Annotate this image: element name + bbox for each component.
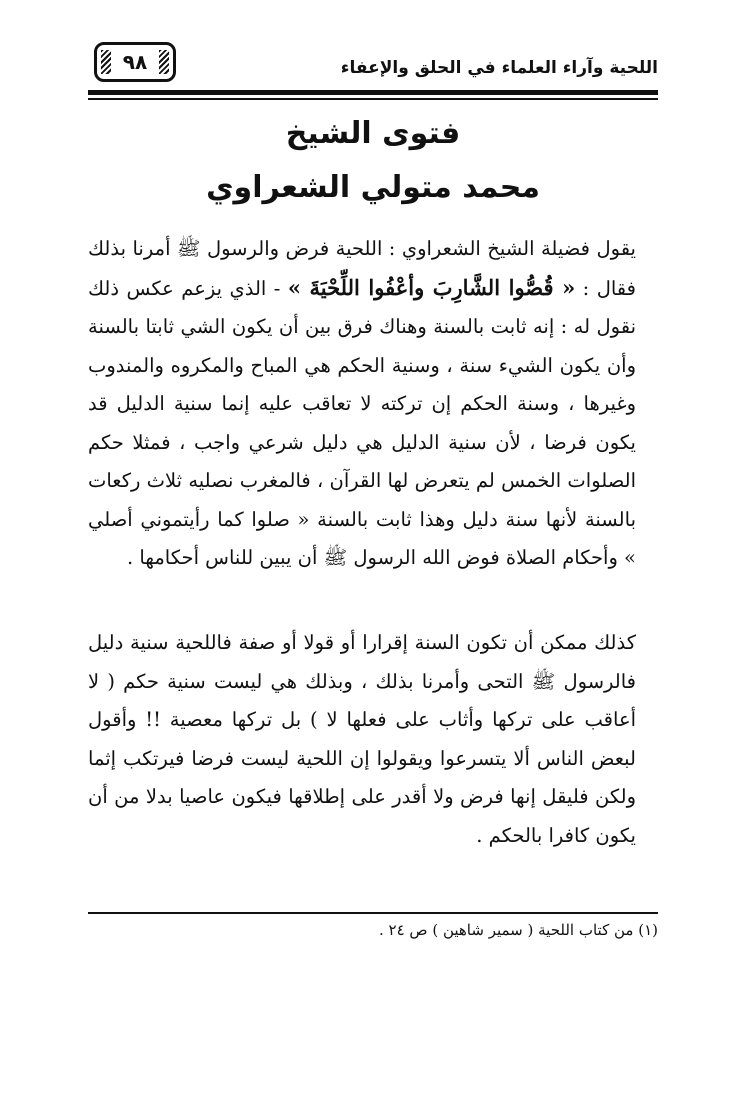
header-rule-thick — [88, 90, 658, 95]
paragraph-1 — [88, 230, 658, 578]
paragraph-1-intro: يقول فضيلة الشيخ الشعراوي : اللحية فرض والرسول ﷺ أمرنا بذلك فقال : — [88, 237, 636, 300]
page-number-badge — [94, 42, 176, 82]
paragraph-2-text: كذلك ممكن أن تكون السنة إقرارا أو قولا أو صفة فاللحية سنية دليل فالرسول ﷺ التحى وأمرنا بذلك ، وبذلك هي ليست سنية حكم ( لا أعاقب على تركها وأثاب على فعلها لا ) بل تركها معصية !! وأقول لبعض الناس ألا يتسرعوا ويقولوا إن اللحية ليست فرضا فيرتكب إثما ولكن فليقل إنها فرض ولا أقدر على إطلاقها فيكون عاصيا بدلا من أن يكون كافرا بالحكم . — [88, 631, 636, 847]
chapter-title: فتوى الشيخ — [285, 116, 461, 151]
paragraph-1-rest: - الذي يزعم عكس ذلك نقول له : إنه ثابت بالسنة وهناك فرق بين أن يكون الشي ثابتا بالسنة وأن يكون الشيء سنة ، وسنية الحكم هي المباح والمكروه والمندوب وغيرها ، وسنة الحكم إن تركته لا تعاقب عليه إنما سنية الدليل قد يكون فرضا ، لأن سنية الدليل هي دليل شرعي واجب ، فمثلا حكم الصلوات الخمس لم يتعرض لها القرآن ، فالمغرب نصليه ثلاث ركعات بالسنة لأنها سنة دليل وهذا ثابت بالسنة « صلوا كما رأيتموني أصلي » وأحكام الصلاة فوض الله الرسول ﷺ أن يبين للناس أحكامها . — [88, 276, 636, 569]
page-header — [88, 42, 658, 94]
footnote: (١) من كتاب اللحية ( سمير شاهين ) ص ٢٤ . — [378, 921, 658, 939]
header-rule-thin — [88, 98, 658, 100]
hadith-quote: « قُصُّوا الشَّارِبَ وأعْفُوا اللِّحْيَةَ » — [287, 274, 576, 300]
paragraph-2 — [88, 624, 658, 855]
page-number: ٩٨ — [122, 50, 148, 74]
chapter-subtitle: محمد متولي الشعراوي — [206, 170, 540, 205]
running-title: اللحية وآراء العلماء في الحلق والإعفاء — [340, 58, 658, 78]
footnote-rule — [88, 912, 658, 914]
